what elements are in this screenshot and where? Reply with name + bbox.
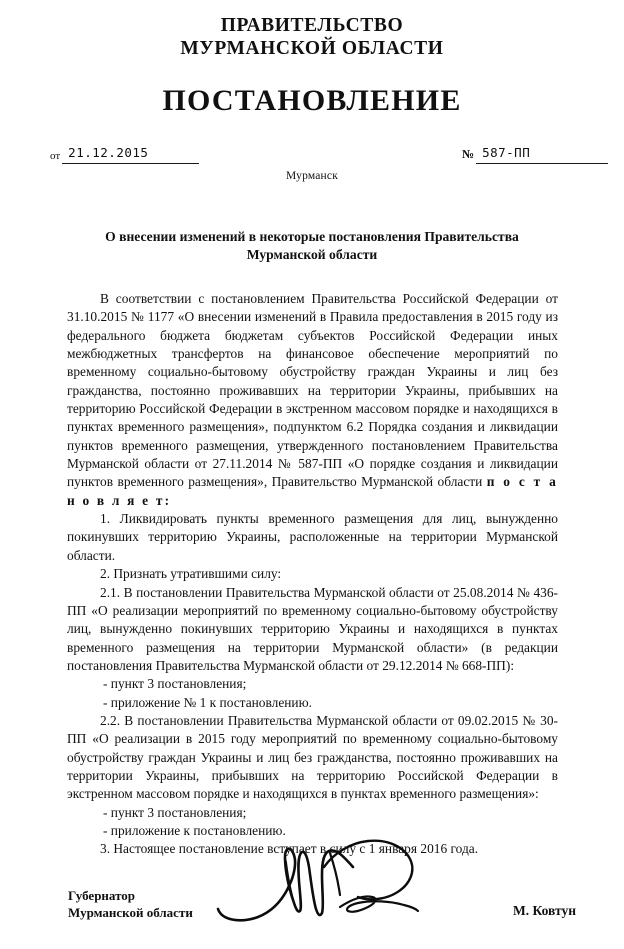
clause-3: 3. Настоящее постановление вступает в силу с 1 января 2016 года.	[100, 841, 479, 857]
clause-1: 1. Ликвидировать пункты временного размещения для лиц, вынужденно покинувших территорию Украины, расположенные на территории Мурманской области.	[67, 511, 558, 563]
issuing-authority-line-2: МУРМАНСКОЙ ОБЛАСТИ	[180, 38, 444, 59]
document-number-label: №	[462, 147, 475, 161]
document-date-field	[50, 144, 199, 164]
document-number-value: 587-ПП	[482, 145, 531, 160]
document-date-rule	[62, 144, 199, 164]
masthead	[0, 0, 624, 118]
clause-2-2-bullet-1: - пункт 3 постановления;	[103, 804, 247, 820]
document-title-line-1: О внесении изменений в некоторые постановления Правительства	[105, 229, 519, 244]
document-title-line-2: Мурманской области	[246, 247, 378, 262]
document-date-value: 21.12.2015	[68, 145, 149, 160]
signatory-role-line-2: Мурманской области	[68, 905, 193, 920]
signatory-role-line-1: Губернатор	[68, 888, 136, 903]
signatory-name: М. Ковтун	[513, 903, 576, 918]
document-title	[78, 228, 546, 264]
document-kind-heading: ПОСТАНОВЛЕНИЕ	[162, 84, 462, 117]
clause-2-1-bullet-2: - приложение № 1 к постановлению.	[103, 694, 312, 710]
issuing-authority-line-1: ПРАВИТЕЛЬСТВО	[220, 15, 404, 36]
clause-2-2-bullet-2: - приложение к постановлению.	[103, 822, 286, 838]
document-date-label: от	[50, 150, 61, 162]
preamble-text: В соответствии с постановлением Правительства Российской Федерации от 31.10.2015 № 1177 «О внесении изменений в Правила предоставления в 2015 году из федерального бюджета бюджетам субъектов Российской Федерации иных межбюджетных трансфертов на финансовое обеспечение мероприятий по временному социально-бытовому обустройству граждан Украины и лиц без гражданства, постоянно проживавших на территории Украины, прибывших на территорию Российской Федерации в экстренном массовом порядке и находящихся в пунктах временного размещения», подпунктом 6.2 Порядка создания и ликвидации пунктов временного размещения, утвержденного постановлением Правительства Мурманской области от 27.11.2014 № 587-ПП «О порядке создания и ликвидации пунктов временного размещения», Правительство Мурманской области	[67, 291, 558, 490]
handwritten-signature-icon	[212, 837, 442, 929]
document-number-rule	[476, 144, 608, 164]
clause-2: 2. Признать утратившими силу:	[100, 566, 282, 582]
issuing-city: Мурманск	[285, 170, 338, 182]
preamble-paragraph	[67, 290, 558, 510]
clause-2-1: 2.1. В постановлении Правительства Мурманской области от 25.08.2014 № 436-ПП «О реализации мероприятий по временному социально-бытовому обустройству лиц, вынужденно покинувших территорию Украины и находящихся в пунктах временного размещения на территории Мурманской области» (в редакции постановления Правительства Мурманской области от 29.12.2014 № 668-ПП):	[67, 584, 558, 673]
document-number-field	[462, 144, 608, 164]
preamble-enacting-verb: п о с т а н о в л я е т:	[67, 474, 558, 508]
clause-2-2: 2.2. В постановлении Правительства Мурманской области от 09.02.2015 № 30-ПП «О реализации в 2015 году мероприятий по временному социально-бытовому обустройству граждан Украины и лиц без гражданства, постоянно проживавших на территории Украины, прибывших на территорию Российской Федерации в экстренном массовом порядке и находящихся в пунктах временного размещения»:	[67, 712, 558, 802]
document-meta-row	[0, 130, 624, 164]
signature-block	[0, 835, 624, 931]
clause-2-1-bullet-1: - пункт 3 постановления;	[103, 676, 247, 692]
signatory-role	[68, 887, 193, 921]
document-body	[67, 290, 558, 859]
